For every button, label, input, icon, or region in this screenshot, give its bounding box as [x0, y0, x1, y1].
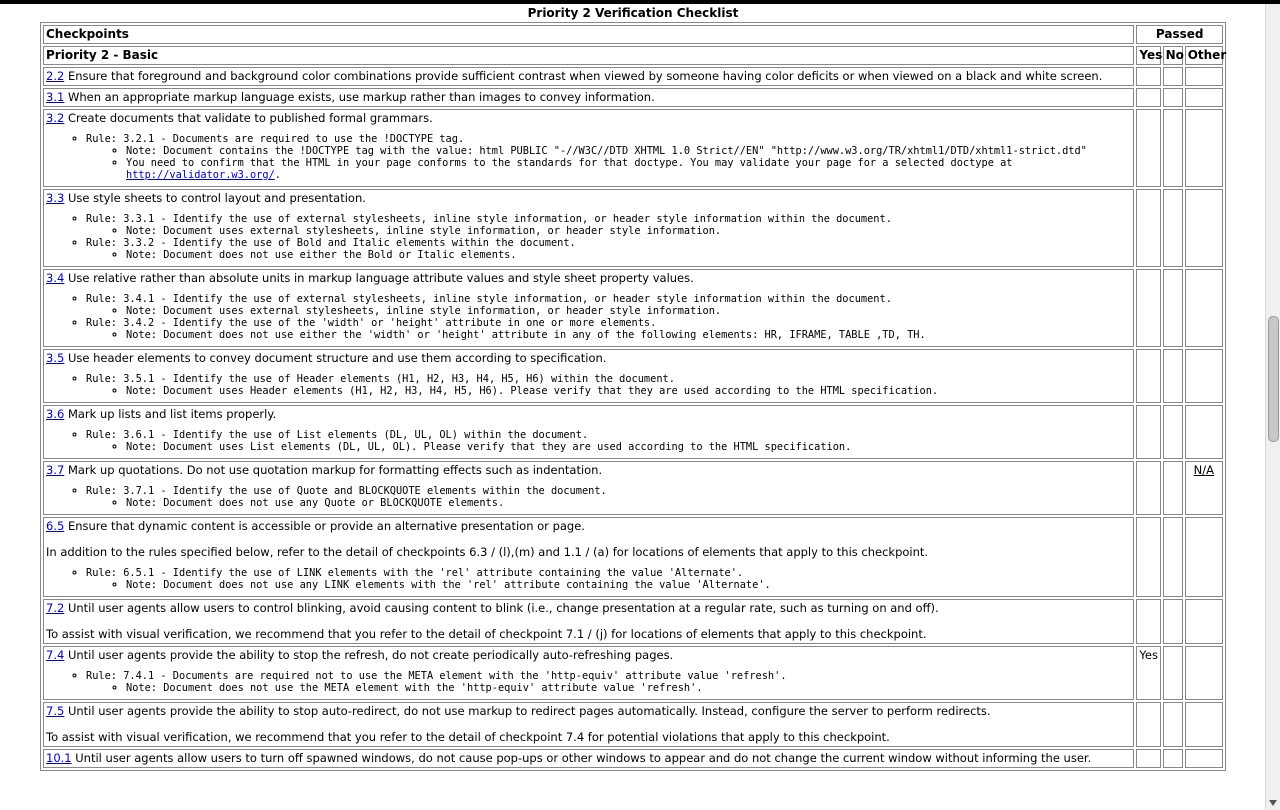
column-header-other: Other	[1185, 46, 1223, 65]
checkpoint-cell	[43, 749, 1134, 768]
rule-text: Rule: 3.4.1 - Identify the use of external stylesheets, inline style information, or header style information within the document.	[86, 293, 892, 305]
checkpoint-text: When an appropriate markup language exists, use markup rather than images to convey information.	[67, 90, 655, 104]
passed-other-cell[interactable]	[1185, 349, 1223, 403]
checkpoint-description	[46, 407, 1131, 422]
checkpoint-description	[46, 69, 1131, 84]
checkpoint-link[interactable]: 7.2	[46, 601, 65, 615]
checkpoint-row	[43, 405, 1223, 459]
checkpoint-text: Until user agents allow users to turn off spawned windows, do not cause pop-ups or other windows to appear and do not change the current window without informing the user.	[75, 751, 1092, 765]
checkpoint-cell	[43, 67, 1134, 86]
checkpoint-cell	[43, 646, 1134, 700]
checkpoint-text: Use header elements to convey document structure and use them according to specification.	[67, 351, 607, 365]
checkpoint-cell	[43, 517, 1134, 597]
rule-text: Rule: 3.7.1 - Identify the use of Quote and BLOCKQUOTE elements within the document.	[86, 485, 607, 497]
checkpoint-link[interactable]: 3.4	[46, 271, 65, 285]
column-header-passed: Passed	[1136, 25, 1223, 44]
checkpoint-text: Until user agents provide the ability to stop the refresh, do not create periodically auto-refreshing pages.	[67, 648, 674, 662]
checkpoint-cell	[43, 461, 1134, 515]
rule-list	[46, 670, 1131, 694]
note-text: Note: Document does not use any LINK elements with the 'rel' attribute containing the value 'Alternate'.	[126, 579, 771, 591]
passed-other-cell[interactable]: N/A	[1185, 461, 1223, 515]
checkpoint-link[interactable]: 7.4	[46, 648, 65, 662]
checkpoint-extra-note: To assist with visual verification, we recommend that you refer to the detail of checkpoint 7.1 / (j) for locations of elements that apply to this checkpoint.	[46, 627, 927, 641]
passed-yes-cell[interactable]	[1136, 599, 1160, 644]
rule-text: Rule: 3.6.1 - Identify the use of List elements (DL, UL, OL) within the document.	[86, 429, 589, 441]
passed-yes-cell[interactable]	[1136, 109, 1160, 187]
passed-yes-cell[interactable]: Yes	[1136, 646, 1160, 700]
rule-text: Rule: 7.4.1 - Documents are required not to use the META element with the 'http-equiv' attribute value 'refresh'.	[86, 670, 787, 682]
checklist-table	[40, 22, 1226, 771]
checkpoint-row	[43, 517, 1223, 597]
note-text: Note: Document does not use any Quote or BLOCKQUOTE elements.	[126, 497, 505, 509]
checkpoint-link[interactable]: 3.1	[46, 90, 65, 104]
checkpoint-link[interactable]: 3.7	[46, 463, 65, 477]
checkpoint-text: Ensure that dynamic content is accessible or provide an alternative presentation or page.	[67, 519, 585, 533]
rule-list	[46, 133, 1131, 181]
rule-list	[46, 567, 1131, 591]
note-list	[86, 145, 1131, 181]
header-row-section	[43, 46, 1223, 65]
checkpoint-link[interactable]: 7.5	[46, 704, 65, 718]
rule-item	[86, 133, 1131, 181]
checkpoint-cell	[43, 269, 1134, 347]
rule-text: Rule: 3.4.2 - Identify the use of the 'width' or 'height' attribute in one or more elements.	[86, 317, 657, 329]
checkpoint-row	[43, 749, 1223, 768]
rule-list	[46, 485, 1131, 509]
passed-no-cell[interactable]	[1163, 109, 1183, 187]
checkpoint-extra-note: To assist with visual verification, we recommend that you refer to the detail of checkpoint 7.4 for potential violations that apply to this checkpoint.	[46, 730, 890, 744]
passed-yes-cell[interactable]	[1136, 702, 1160, 747]
checkpoint-link[interactable]: 3.2	[46, 111, 65, 125]
passed-yes-cell[interactable]	[1136, 405, 1160, 459]
note-item	[126, 441, 1131, 453]
page-title: Priority 2 Verification Checklist	[527, 6, 739, 20]
window-top-edge	[0, 0, 1280, 4]
checkpoint-description	[46, 751, 1131, 766]
note-item	[126, 497, 1131, 509]
note-item	[126, 682, 1131, 694]
note-list	[86, 579, 1131, 591]
validator-link[interactable]: http://validator.w3.org/	[126, 169, 275, 181]
passed-yes-cell[interactable]	[1136, 517, 1160, 597]
checkpoint-description	[46, 90, 1131, 105]
passed-other-cell[interactable]	[1185, 269, 1223, 347]
rule-list	[46, 213, 1131, 261]
passed-yes-cell[interactable]	[1136, 88, 1160, 107]
checkpoint-description	[46, 519, 1131, 534]
checkpoint-link[interactable]: 2.2	[46, 69, 65, 83]
note-item	[126, 249, 1131, 261]
note-list	[86, 249, 1131, 261]
rule-text: Rule: 3.3.2 - Identify the use of Bold and Italic elements within the document.	[86, 237, 576, 249]
passed-yes-cell[interactable]	[1136, 269, 1160, 347]
checkpoint-description	[46, 111, 1131, 126]
checkpoint-row	[43, 67, 1223, 86]
checkpoint-text: Until user agents allow users to control blinking, avoid causing content to blink (i.e., change presentation at a regular rate, such as turning on and off).	[67, 601, 939, 615]
checkpoint-description	[46, 704, 1131, 719]
checkpoint-link[interactable]: 6.5	[46, 519, 65, 533]
passed-yes-cell[interactable]	[1136, 749, 1160, 768]
rule-item	[86, 373, 1131, 397]
passed-yes-cell[interactable]	[1136, 349, 1160, 403]
passed-no-cell[interactable]	[1163, 646, 1183, 700]
note-item: ◦ You need to confirm that the HTML in your page conforms to the standards for that doctype. You may validate your page for a selected doctype at http://validator.w3.org/.	[126, 157, 1131, 181]
rule-item	[86, 670, 1131, 694]
checkpoint-description	[46, 271, 1131, 286]
note-text: Note: Document does not use the META element with the 'http-equiv' attribute value 'refresh'.	[126, 682, 703, 694]
note-item	[126, 225, 1131, 237]
scroll-down-arrow-icon[interactable]	[1269, 800, 1277, 806]
rule-list	[46, 373, 1131, 397]
checkpoint-text: Create documents that validate to published formal grammars.	[67, 111, 433, 125]
passed-no-cell[interactable]	[1163, 269, 1183, 347]
passed-no-cell[interactable]	[1163, 461, 1183, 515]
passed-other-cell[interactable]	[1185, 599, 1223, 644]
checkpoint-description	[46, 601, 1131, 616]
passed-no-cell[interactable]	[1163, 67, 1183, 86]
column-header-checkpoints: Checkpoints	[43, 25, 1134, 44]
rule-item	[86, 293, 1131, 317]
rule-item	[86, 237, 1131, 261]
checkpoint-row	[43, 702, 1223, 747]
passed-other-cell[interactable]	[1185, 749, 1223, 768]
note-text: Note: Document contains the !DOCTYPE tag with the value: html PUBLIC "-//W3C//DTD XHTML 1.0 Strict//EN" "http://www.w3.org/TR/xhtml1/DTD/xhtml1-strict.dtd"	[126, 145, 1087, 157]
checkpoint-description	[46, 648, 1131, 663]
passed-no-cell[interactable]	[1163, 702, 1183, 747]
rule-text: Rule: 3.5.1 - Identify the use of Header elements (H1, H2, H3, H4, H5, H6) within the document.	[86, 373, 675, 385]
checkpoint-row	[43, 646, 1223, 700]
note-text: Note: Document uses List elements (DL, UL, OL). Please verify that they are used according to the HTML specification.	[126, 441, 852, 453]
checkpoint-cell	[43, 109, 1134, 187]
column-header-yes: Yes	[1136, 46, 1160, 65]
note-text: You need to confirm that the HTML in your page conforms to the standards for that doctype. You may validate your page for a selected doctype at	[126, 157, 1013, 169]
checkpoint-row	[43, 349, 1223, 403]
checkpoint-text: Mark up lists and list items properly.	[67, 407, 277, 421]
checkpoint-link[interactable]: 10.1	[46, 751, 72, 765]
checkpoint-text: Use relative rather than absolute units in markup language attribute values and style sheet property values.	[67, 271, 694, 285]
checkpoint-row	[43, 109, 1223, 187]
note-list	[86, 329, 1131, 341]
note-list	[86, 682, 1131, 694]
checkpoint-cell	[43, 189, 1134, 267]
note-list	[86, 305, 1131, 317]
checkpoint-description	[46, 463, 1131, 478]
rule-list	[46, 429, 1131, 453]
checkpoint-cell	[43, 599, 1134, 644]
passed-yes-cell[interactable]	[1136, 189, 1160, 267]
passed-other-cell[interactable]	[1185, 189, 1223, 267]
note-list	[86, 441, 1131, 453]
rule-text: Rule: 6.5.1 - Identify the use of LINK elements with the 'rel' attribute containing the value 'Alternate'.	[86, 567, 744, 579]
passed-other-cell[interactable]	[1185, 109, 1223, 187]
note-text: Note: Document does not use either the 'width' or 'height' attribute in any of the following elements: HR, IFRAME, TABLE ,TD, TH.	[126, 329, 926, 341]
note-text: Note: Document uses external stylesheets, inline style information, or header style information.	[126, 305, 722, 317]
checkpoint-extra-note: In addition to the rules specified below, refer to the detail of checkpoints 6.3 / (l),(m) and 1.1 / (a) for locations of elements that apply to this checkpoint.	[46, 545, 929, 559]
passed-other-cell[interactable]	[1185, 67, 1223, 86]
vertical-scrollbar[interactable]	[1265, 4, 1280, 810]
rule-list	[46, 293, 1131, 341]
passed-no-cell[interactable]	[1163, 349, 1183, 403]
checkpoint-row	[43, 189, 1223, 267]
passed-other-cell[interactable]	[1185, 517, 1223, 597]
passed-other-cell[interactable]	[1185, 702, 1223, 747]
checkpoint-text: Mark up quotations. Do not use quotation markup for formatting effects such as indentation.	[67, 463, 603, 477]
checkpoint-link[interactable]: 3.5	[46, 351, 65, 365]
note-list	[86, 385, 1131, 397]
rule-text: Rule: 3.3.1 - Identify the use of external stylesheets, inline style information, or header style information within the document.	[86, 213, 892, 225]
passed-no-cell[interactable]	[1163, 189, 1183, 267]
checkpoint-text: Until user agents provide the ability to stop auto-redirect, do not use markup to redirect pages automatically. Instead, configure the server to perform redirects.	[67, 704, 991, 718]
passed-no-cell[interactable]	[1163, 517, 1183, 597]
checkpoint-cell	[43, 88, 1134, 107]
note-item	[126, 305, 1131, 317]
checkpoint-description	[46, 191, 1131, 206]
passed-other-cell[interactable]	[1185, 646, 1223, 700]
passed-no-cell[interactable]	[1163, 599, 1183, 644]
checkpoint-description	[46, 351, 1131, 366]
rule-item	[86, 317, 1131, 341]
note-text: Note: Document uses external stylesheets, inline style information, or header style information.	[126, 225, 722, 237]
passed-yes-cell[interactable]	[1136, 461, 1160, 515]
column-header-no: No	[1163, 46, 1183, 65]
checkpoint-link[interactable]: 3.3	[46, 191, 65, 205]
rule-item	[86, 213, 1131, 237]
rule-text: Rule: 3.2.1 - Documents are required to use the !DOCTYPE tag.	[86, 133, 465, 145]
rule-item	[86, 567, 1131, 591]
passed-other-cell[interactable]	[1185, 405, 1223, 459]
note-list	[86, 225, 1131, 237]
checkpoint-link[interactable]: 3.6	[46, 407, 65, 421]
checkpoint-row	[43, 461, 1223, 515]
note-item	[126, 385, 1131, 397]
checkpoint-text: Ensure that foreground and background color combinations provide sufficient contrast when viewed by someone having color deficits or when viewed on a black and white screen.	[67, 69, 1103, 83]
passed-no-cell[interactable]	[1163, 88, 1183, 107]
note-item	[126, 145, 1131, 157]
note-item	[126, 579, 1131, 591]
note-list	[86, 497, 1131, 509]
header-row-checkpoints	[43, 25, 1223, 44]
passed-no-cell[interactable]	[1163, 405, 1183, 459]
checkpoint-cell	[43, 349, 1134, 403]
section-header: Priority 2 - Basic	[43, 46, 1134, 65]
note-text: Note: Document uses Header elements (H1, H2, H3, H4, H5, H6). Please verify that they are used according to the HTML specification.	[126, 385, 939, 397]
passed-no-cell[interactable]	[1163, 749, 1183, 768]
passed-yes-cell[interactable]	[1136, 67, 1160, 86]
checkpoint-row	[43, 269, 1223, 347]
checkpoint-row	[43, 88, 1223, 107]
checkpoint-text: Use style sheets to control layout and presentation.	[67, 191, 366, 205]
rule-item	[86, 485, 1131, 509]
note-text: Note: Document does not use either the Bold or Italic elements.	[126, 249, 517, 261]
note-item	[126, 329, 1131, 341]
checkpoint-row	[43, 599, 1223, 644]
scrollbar-thumb[interactable]	[1268, 316, 1279, 442]
checkpoint-cell	[43, 405, 1134, 459]
passed-other-cell[interactable]	[1185, 88, 1223, 107]
rule-item	[86, 429, 1131, 453]
checkpoint-cell	[43, 702, 1134, 747]
